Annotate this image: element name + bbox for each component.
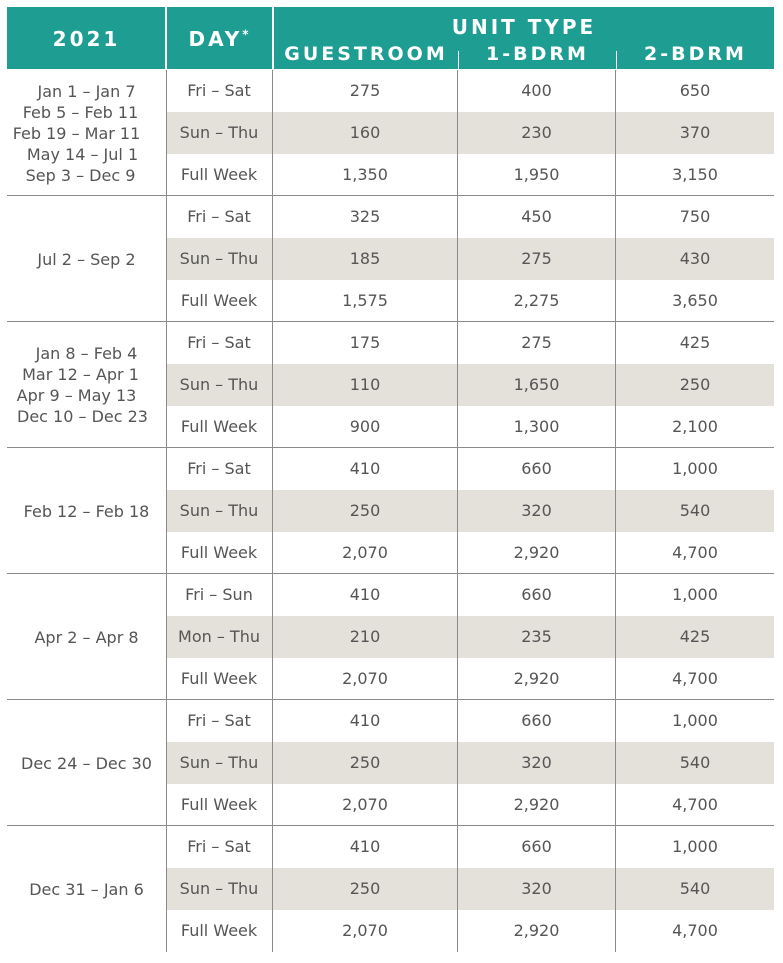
two-bedroom-points: 4,700 <box>672 543 718 562</box>
date-range: Apr 9 – May 13 <box>16 386 137 405</box>
two-bedroom-points: 4,700 <box>672 795 718 814</box>
guestroom-points: 410 <box>349 837 381 856</box>
two-bedroom-points: 540 <box>679 753 711 772</box>
day-range: Sun – Thu <box>179 879 259 898</box>
date-range: Feb 19 – Mar 11 <box>12 123 141 143</box>
day-range: Sun – Thu <box>179 501 259 520</box>
day-range: Fri – Sat <box>187 207 251 226</box>
day-range: Sun – Thu <box>179 753 259 772</box>
two-bedroom-points: 1,000 <box>672 837 718 856</box>
date-range: Dec 31 – Jan 6 <box>29 879 144 899</box>
day-range: Fri – Sat <box>187 459 251 478</box>
guestroom-points: 250 <box>349 879 381 898</box>
two-bedroom-points: 540 <box>679 879 711 898</box>
header-col-guestroom: GUESTROOM <box>284 43 448 65</box>
one-bedroom-points: 275 <box>521 333 552 352</box>
guestroom-points: 2,070 <box>342 795 388 814</box>
two-bedroom-points: 1,000 <box>672 585 718 604</box>
two-bedroom-points: 3,150 <box>672 165 718 184</box>
two-bedroom-points: 540 <box>679 501 711 520</box>
column-divider <box>615 70 616 952</box>
two-bedroom-points: 3,650 <box>672 291 718 310</box>
column-divider <box>457 70 458 952</box>
day-range: Fri – Sun <box>185 585 253 604</box>
one-bedroom-points: 275 <box>521 249 552 268</box>
guestroom-points: 110 <box>349 375 381 394</box>
guestroom-points: 410 <box>349 585 381 604</box>
day-range: Full Week <box>180 291 258 310</box>
one-bedroom-points: 1,300 <box>513 417 560 436</box>
one-bedroom-points: 450 <box>521 207 552 226</box>
date-range: Jan 8 – Feb 4 <box>35 344 138 363</box>
date-range-block <box>7 249 166 270</box>
column-divider <box>272 70 273 952</box>
one-bedroom-points: 320 <box>521 753 552 772</box>
guestroom-points: 2,070 <box>342 543 388 562</box>
two-bedroom-points: 4,700 <box>672 921 718 940</box>
date-range-block <box>7 627 166 648</box>
header-day-label: DAY <box>188 27 243 51</box>
guestroom-points: 410 <box>349 459 381 478</box>
day-range: Full Week <box>180 417 258 436</box>
date-range-block <box>7 343 166 427</box>
header-day <box>167 27 273 51</box>
one-bedroom-points: 660 <box>521 837 552 856</box>
date-range-block <box>7 501 166 522</box>
header-col-1bdrm: 1-BDRM <box>486 43 589 65</box>
two-bedroom-points: 1,000 <box>672 459 718 478</box>
date-range: May 14 – Jul 1 <box>26 144 139 164</box>
one-bedroom-points: 660 <box>521 585 552 604</box>
one-bedroom-points: 660 <box>521 459 552 478</box>
one-bedroom-points: 2,920 <box>513 921 560 940</box>
one-bedroom-points: 2,920 <box>513 669 560 688</box>
day-range: Sun – Thu <box>179 123 259 142</box>
guestroom-points: 900 <box>349 417 381 436</box>
date-range: Feb 12 – Feb 18 <box>23 501 150 521</box>
day-range: Full Week <box>180 543 258 562</box>
day-range: Sun – Thu <box>179 375 259 394</box>
two-bedroom-points: 425 <box>679 333 711 352</box>
two-bedroom-points: 430 <box>679 249 711 268</box>
one-bedroom-points: 320 <box>521 879 552 898</box>
date-range: Jul 2 – Sep 2 <box>37 249 136 269</box>
two-bedroom-points: 370 <box>679 123 711 142</box>
column-divider <box>166 70 167 952</box>
date-range-block <box>7 753 166 774</box>
guestroom-points: 2,070 <box>342 921 388 940</box>
day-range: Mon – Thu <box>178 627 260 646</box>
one-bedroom-points: 660 <box>521 711 552 730</box>
one-bedroom-points: 235 <box>521 627 552 646</box>
guestroom-points: 1,575 <box>342 291 388 310</box>
guestroom-points: 275 <box>349 81 381 100</box>
day-range: Full Week <box>180 795 258 814</box>
one-bedroom-points: 230 <box>521 123 552 142</box>
day-range: Fri – Sat <box>187 333 251 352</box>
header-day-footnote-mark: * <box>242 27 252 42</box>
guestroom-points: 250 <box>349 501 381 520</box>
date-range: Apr 2 – Apr 8 <box>34 627 139 647</box>
one-bedroom-points: 2,920 <box>513 795 560 814</box>
date-range-block <box>7 879 166 900</box>
two-bedroom-points: 4,700 <box>672 669 718 688</box>
two-bedroom-points: 1,000 <box>672 711 718 730</box>
one-bedroom-points: 1,650 <box>513 375 560 394</box>
guestroom-points: 160 <box>349 123 381 142</box>
day-range: Fri – Sat <box>187 81 251 100</box>
one-bedroom-points: 320 <box>521 501 552 520</box>
day-range: Fri – Sat <box>187 711 251 730</box>
one-bedroom-points: 400 <box>521 81 552 100</box>
day-range: Full Week <box>180 921 258 940</box>
two-bedroom-points: 425 <box>679 627 711 646</box>
one-bedroom-points: 1,950 <box>513 165 560 184</box>
two-bedroom-points: 750 <box>679 207 711 226</box>
date-range: Sep 3 – Dec 9 <box>25 165 136 185</box>
header-col-2bdrm: 2-BDRM <box>644 43 747 65</box>
header-unit-type: UNIT TYPE <box>451 15 597 39</box>
table-header <box>7 7 774 69</box>
two-bedroom-points: 2,100 <box>672 417 718 436</box>
one-bedroom-points: 2,920 <box>513 543 560 562</box>
two-bedroom-points: 250 <box>679 375 711 394</box>
date-range: Jan 1 – Jan 7 <box>37 81 136 101</box>
day-range: Full Week <box>180 669 258 688</box>
day-range: Full Week <box>180 165 258 184</box>
date-range-block <box>7 81 166 186</box>
guestroom-points: 325 <box>349 207 381 226</box>
guestroom-points: 410 <box>349 711 381 730</box>
guestroom-points: 250 <box>349 753 381 772</box>
guestroom-points: 175 <box>349 333 381 352</box>
one-bedroom-points: 2,275 <box>513 291 560 310</box>
guestroom-points: 1,350 <box>342 165 388 184</box>
date-range: Dec 10 – Dec 23 <box>17 407 148 426</box>
guestroom-points: 210 <box>349 627 381 646</box>
day-range: Sun – Thu <box>179 249 259 268</box>
guestroom-points: 185 <box>349 249 381 268</box>
day-range: Fri – Sat <box>187 837 251 856</box>
guestroom-points: 2,070 <box>342 669 388 688</box>
date-range: Mar 12 – Apr 1 <box>22 365 139 384</box>
date-range: Feb 5 – Feb 11 <box>22 102 139 122</box>
header-year: 2021 <box>52 27 121 51</box>
date-range: Dec 24 – Dec 30 <box>21 753 152 773</box>
two-bedroom-points: 650 <box>679 81 711 100</box>
